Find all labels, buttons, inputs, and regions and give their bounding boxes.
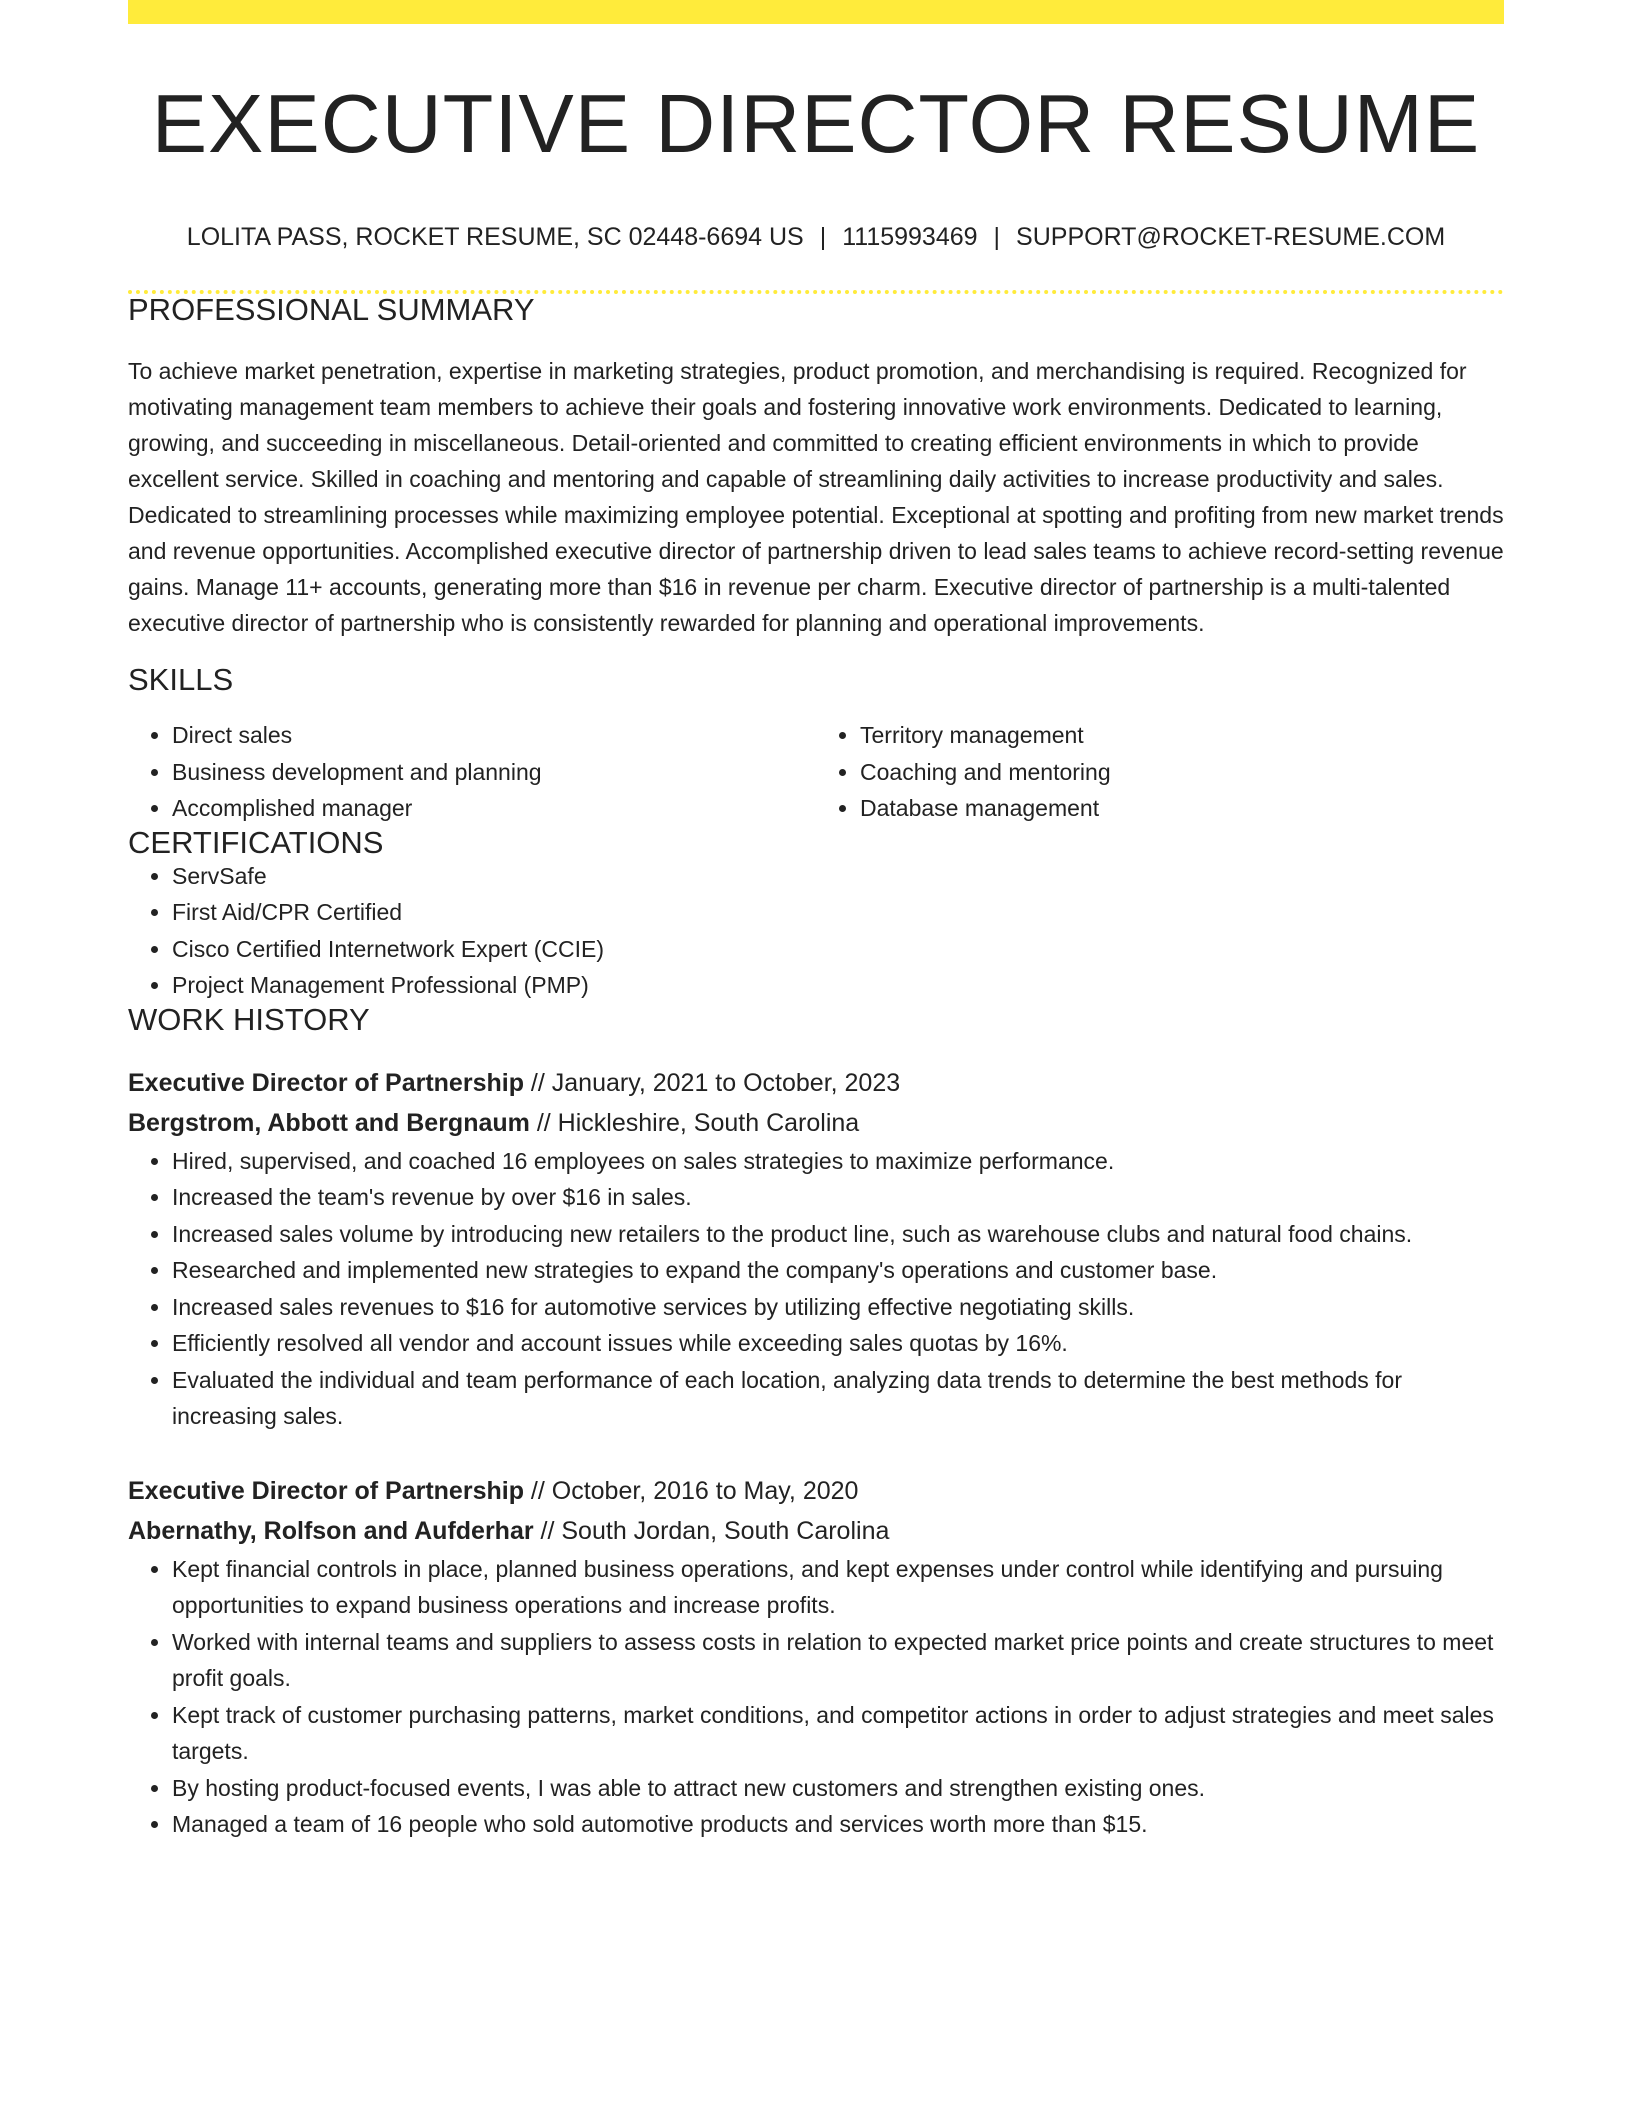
contact-phone: 1115993469 (842, 223, 978, 251)
job-duty: • Increased sales revenues to $16 for automotive services by utilizing effective negotiating skills. (172, 1289, 1504, 1326)
skill-item: • Territory management (860, 717, 1504, 754)
job-duty: • Increased sales volume by introducing new retailers to the product line, such as warehouse clubs and natural food chains. (172, 1216, 1504, 1253)
skill-item: • Accomplished manager (172, 790, 816, 827)
job-duty: • Efficiently resolved all vendor and account issues while exceeding sales quotas by 16%. (172, 1325, 1504, 1362)
certification-item: • ServSafe (172, 858, 1504, 895)
summary-heading: PROFESSIONAL SUMMARY (128, 292, 535, 327)
job-company: Abernathy, Rolfson and Aufderhar (128, 1516, 534, 1545)
job-company-line (128, 1511, 1504, 1551)
skills-list-left (128, 717, 816, 827)
skill-item: • Database management (860, 790, 1504, 827)
job-duties-list (128, 1551, 1504, 1843)
skills-section (128, 664, 1504, 827)
job-location: // South Jordan, South Carolina (540, 1516, 890, 1545)
job-duty: • Researched and implemented new strategies to expand the company's operations and customer base. (172, 1252, 1504, 1289)
certification-item: • Project Management Professional (PMP) (172, 967, 1504, 1004)
job-duty: • Evaluated the individual and team performance of each location, analyzing data trends to determine the best methods for increasing sales. (172, 1362, 1504, 1435)
accent-bar (128, 0, 1504, 24)
job-title-line (128, 1063, 1504, 1103)
contact-separator: | (993, 223, 1001, 251)
job-duty: • Kept financial controls in place, planned business operations, and kept expenses under control while identifying and pursuing opportunities to expand business operations and increase profits. (172, 1551, 1504, 1624)
skills-heading: SKILLS (128, 662, 234, 697)
skill-item: • Direct sales (172, 717, 816, 754)
skills-list-right (816, 717, 1504, 827)
work-history-section (128, 1001, 1504, 1843)
summary-section (128, 294, 1504, 641)
summary-text: To achieve market penetration, expertise in marketing strategies, product promotion, and merchandising is required. Recognized for motivating management team members to achieve their goals and fostering innovative work environments. Dedicated to learning, growing, and succeeding in miscellaneous. Detail-oriented and committed to creating efficient environments in which to provide excellent service. Skilled in coaching and mentoring and capable of streamlining daily activities to increase productivity and sales. Dedicated to streamlining processes while maximizing employee potential. Exceptional at spotting and profiting from new market trends and revenue opportunities. Accomplished executive director of partnership driven to lead sales teams to achieve record-setting revenue gains. Manage 11+ accounts, generating more than $16 in revenue per charm. Executive director of partnership is a multi-talented executive director of partnership who is consistently rewarded for planning and operational improvements. (128, 358, 1504, 636)
job-title-line (128, 1471, 1504, 1511)
job-location: // Hickleshire, South Carolina (536, 1108, 860, 1137)
job-dates: // October, 2016 to May, 2020 (530, 1476, 859, 1505)
job-duty: • Managed a team of 16 people who sold automotive products and services worth more than $15. (172, 1806, 1504, 1843)
skills-grid (128, 717, 1504, 827)
certifications-section (128, 824, 1504, 1004)
job-title: Executive Director of Partnership (128, 1068, 524, 1097)
job-duties-list (128, 1143, 1504, 1435)
skill-item: • Coaching and mentoring (860, 754, 1504, 791)
contact-email: SUPPORT@ROCKET-RESUME.COM (1016, 223, 1446, 251)
job-duty: • Kept track of customer purchasing patterns, market conditions, and competitor actions in order to adjust strategies and meet sales targets. (172, 1697, 1504, 1770)
job-entry (128, 1063, 1504, 1435)
job-duty: • Increased the team's revenue by over $16 in sales. (172, 1179, 1504, 1216)
job-title: Executive Director of Partnership (128, 1476, 524, 1505)
contact-address: LOLITA PASS, ROCKET RESUME, SC 02448-6694 US (186, 223, 804, 251)
work-history-heading: WORK HISTORY (128, 1001, 370, 1037)
certification-item: • First Aid/CPR Certified (172, 894, 1504, 931)
certifications-list (128, 858, 1504, 1004)
job-company: Bergstrom, Abbott and Bergnaum (128, 1108, 530, 1137)
job-duty: • Hired, supervised, and coached 16 employees on sales strategies to maximize performance. (172, 1143, 1504, 1180)
certifications-heading: CERTIFICATIONS (128, 824, 384, 860)
job-dates: // January, 2021 to October, 2023 (530, 1068, 901, 1097)
contact-separator: | (819, 223, 827, 251)
skill-item: • Business development and planning (172, 754, 816, 791)
contact-line (128, 225, 1504, 250)
job-entry (128, 1471, 1504, 1843)
resume-title: EXECUTIVE DIRECTOR RESUME (151, 77, 1481, 170)
certification-item: • Cisco Certified Internetwork Expert (CCIE) (172, 931, 1504, 968)
job-duty: • By hosting product-focused events, I was able to attract new customers and strengthen existing ones. (172, 1770, 1504, 1807)
resume-page (128, 0, 1504, 1843)
job-company-line (128, 1103, 1504, 1143)
job-duty: • Worked with internal teams and suppliers to assess costs in relation to expected market price points and create structures to meet profit goals. (172, 1624, 1504, 1697)
